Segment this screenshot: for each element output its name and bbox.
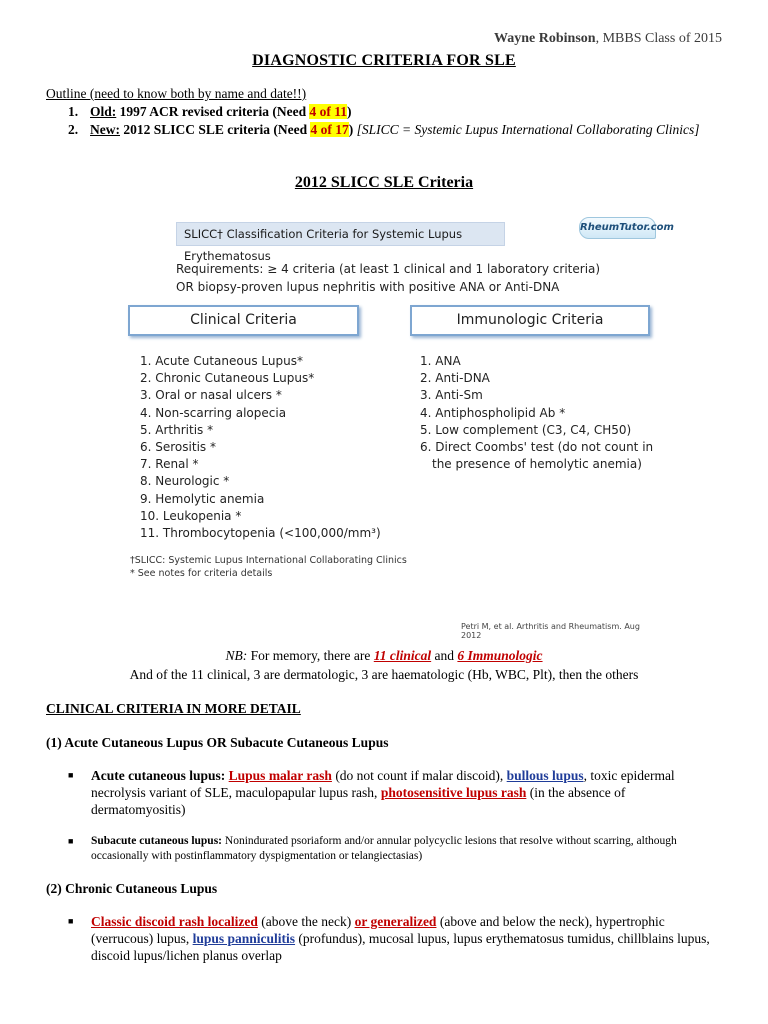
list-item: 2. Anti-DNA — [420, 371, 490, 386]
square-bullet-icon: ■ — [68, 916, 74, 926]
list-item: 2. Chronic Cutaneous Lupus* — [140, 371, 315, 386]
outline-item-new — [68, 122, 700, 138]
list-item: 3. Oral or nasal ulcers * — [140, 388, 282, 403]
list-item: 6. Direct Coombs' test (do not count in — [420, 440, 654, 455]
outline-item-highlight: 4 of 11 — [309, 104, 347, 119]
list-item: 8. Neurologic * — [140, 474, 230, 489]
slide-requirements — [176, 260, 600, 296]
list-item: 7. Renal * — [140, 457, 199, 472]
subheading-acute-cutaneous: (1) Acute Cutaneous Lupus OR Subacute Cutaneous Lupus — [46, 735, 389, 750]
outline-item-close: ) — [348, 122, 354, 137]
list-item: 6. Serositis * — [140, 440, 216, 455]
bullet-text: (above and below the neck), hypertrophic (verrucous) lupus, — [91, 914, 665, 946]
author-name: Wayne Robinson — [494, 31, 596, 46]
term-generalized: or generalized — [354, 914, 437, 929]
bullet-subacute-cutaneous — [68, 834, 718, 864]
criteria-slide-image — [118, 212, 674, 640]
list-item: 3. Anti-Sm — [420, 388, 483, 403]
author-line — [494, 31, 722, 47]
immunologic-criteria-heading: Immunologic Criteria — [410, 305, 650, 336]
outline-item-number: 2. — [68, 122, 79, 137]
requirement-line: Requirements: ≥ 4 criteria (at least 1 clinical and 1 laboratory criteria) — [176, 262, 601, 276]
outline-item-number: 1. — [68, 104, 79, 119]
requirement-line: OR biopsy-proven lupus nephritis with positive ANA or Anti-DNA — [176, 280, 560, 294]
list-item: 4. Antiphospholipid Ab * — [420, 405, 566, 420]
bullet-text: (do not count if malar discoid), — [331, 768, 507, 783]
rheumtutor-logo: RheumTutor.com — [579, 217, 656, 239]
list-item: 1. Acute Cutaneous Lupus* — [140, 354, 303, 368]
outline-item-old — [68, 104, 351, 120]
nb-clinical-count: 11 clinical — [373, 648, 432, 663]
subheading-chronic-cutaneous: (2) Chronic Cutaneous Lupus — [46, 881, 218, 896]
list-item: 10. Leukopenia * — [140, 508, 242, 523]
square-bullet-icon: ■ — [68, 770, 74, 780]
list-item: 11. Thrombocytopenia (<100,000/mm³) — [140, 526, 381, 541]
nb-pre: For memory, there are — [247, 648, 374, 663]
bullet-text: Nonindurated psoriaform and/or annular polycyclic lesions that resolve without scarring, although occasionally with postinflammatory dyspigmentation or telangiectasias) — [91, 835, 677, 862]
term-discoid-localized: Classic discoid rash localized — [91, 914, 258, 929]
list-item: 4. Non-scarring alopecia — [140, 405, 287, 420]
square-bullet-icon: ■ — [68, 836, 74, 846]
list-item: 5. Low complement (C3, C4, CH50) — [420, 422, 632, 437]
clinical-criteria-list — [140, 353, 381, 542]
bullet-text: (in the absence of dermatomyositis) — [91, 785, 626, 817]
bullet-text: , toxic epidermal necrolysis variant of SLE, maculopapular lupus rash, — [91, 768, 675, 800]
list-item: 9. Hemolytic anemia — [140, 491, 265, 506]
document-title: DIAGNOSTIC CRITERIA FOR SLE — [252, 52, 516, 69]
bullet-label: Acute cutaneous lupus: — [91, 768, 226, 783]
list-item: 1. ANA — [420, 354, 461, 368]
outline-item-note: [SLICC = Systemic Lupus International Collaborating Clinics] — [353, 122, 700, 137]
detail-heading: CLINICAL CRITERIA IN MORE DETAIL — [46, 701, 301, 716]
bullet-chronic-cutaneous — [68, 913, 718, 964]
term-photosensitive-rash: photosensitive lupus rash — [380, 785, 527, 800]
outline-item-label: Old: — [90, 104, 117, 119]
slide-footnotes — [130, 554, 407, 580]
nb-label: NB: — [225, 648, 248, 663]
list-item: the presence of hemolytic anemia) — [432, 457, 642, 472]
outline-item-highlight: 4 of 17 — [310, 122, 349, 137]
outline-item-label: New: — [90, 122, 120, 137]
term-malar-rash: Lupus malar rash — [228, 768, 332, 783]
outline-item-text: 1997 ACR revised criteria (Need — [116, 104, 310, 119]
section-title: 2012 SLICC SLE Criteria — [294, 174, 474, 191]
footnote-slicc: †SLICC: Systemic Lupus International Collaborating Clinics — [130, 555, 407, 566]
nb-mid: and — [431, 648, 458, 663]
outline-intro: Outline (need to know both by name and date!!) — [46, 86, 307, 101]
slide-title: SLICC† Classification Criteria for Systemic Lupus Erythematosus — [176, 222, 505, 246]
bullet-text: (profundus), mucosal lupus, lupus erythematosus tumidus, chillblains lupus, discoid lupus/lichen planus overlap — [91, 931, 710, 963]
immunologic-criteria-list — [420, 353, 653, 473]
nb-memory-note — [0, 648, 768, 664]
bullet-label: Subacute cutaneous lupus: — [91, 835, 223, 847]
clinical-criteria-heading: Clinical Criteria — [128, 305, 359, 336]
bullet-acute-cutaneous — [68, 767, 718, 818]
footnote-asterisk: * See notes for criteria details — [130, 568, 273, 579]
nb-immuno-count: 6 Immunologic — [457, 648, 543, 663]
list-item: 5. Arthritis * — [140, 422, 214, 437]
slide-citation: Petri M, et al. Arthritis and Rheumatism. Aug 2012 — [461, 622, 640, 640]
nb-breakdown: And of the 11 clinical, 3 are dermatologic, 3 are haematologic (Hb, WBC, Plt), then the others — [129, 667, 639, 682]
bullet-text: (above the neck) — [257, 914, 355, 929]
term-lupus-panniculitis: lupus panniculitis — [192, 931, 296, 946]
term-bullous-lupus: bullous lupus — [506, 768, 584, 783]
outline-item-text: 2012 SLICC SLE criteria (Need — [120, 122, 311, 137]
author-suffix: , MBBS Class of 2015 — [595, 31, 722, 46]
outline-item-close: ) — [346, 104, 352, 119]
